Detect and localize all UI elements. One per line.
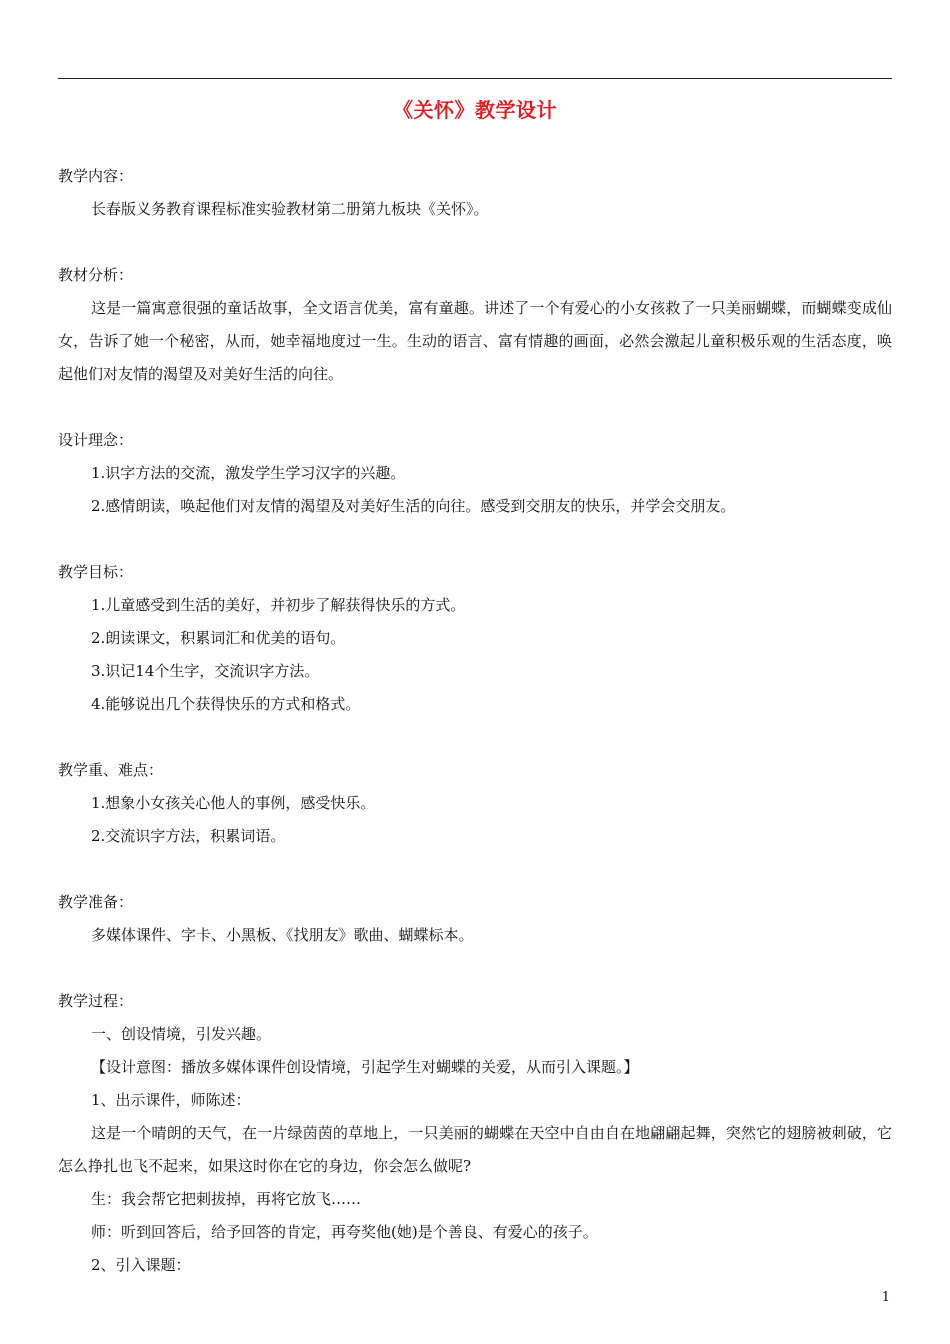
section-text: 长春版义务教育课程标准实验教材第二册第九板块《关怀》。 <box>91 200 489 218</box>
section-key-points <box>58 754 892 853</box>
design-intent: 【设计意图：播放多媒体课件创设情境，引起学生对蝴蝶的关爱，从而引入课题。】 <box>91 1058 639 1076</box>
section-design-concept <box>58 424 892 523</box>
list-item: 2.交流识字方法，积累词语。 <box>91 827 286 845</box>
section-heading: 教学目标： <box>58 563 134 581</box>
narration-text: 这是一个晴朗的天气，在一片绿茵茵的草地上，一只美丽的蝴蝶在天空中自由自在地翩翩起舞，突然它的翅膀被刺破，它怎么挣扎也飞不起来，如果这时你在它的身边，你会怎么做呢? <box>58 1124 892 1175</box>
list-item: 3.识记14个生字，交流识字方法。 <box>91 662 320 680</box>
process-substep: 1、出示课件，师陈述： <box>91 1091 251 1109</box>
list-item: 1.儿童感受到生活的美好，并初步了解获得快乐的方式。 <box>91 596 466 614</box>
section-teaching-content <box>58 160 892 226</box>
list-item: 2.感情朗读，唤起他们对友情的渴望及对美好生活的向往。感受到交朋友的快乐，并学会交朋友。 <box>91 497 736 515</box>
section-heading: 教材分析： <box>58 266 134 284</box>
list-item: 1.想象小女孩关心他人的事例，感受快乐。 <box>91 794 376 812</box>
section-teaching-process <box>58 985 892 1282</box>
section-teaching-goals <box>58 556 892 721</box>
list-item: 2.朗读课文，积累词汇和优美的语句。 <box>91 629 346 647</box>
section-text: 这是一篇寓意很强的童话故事，全文语言优美，富有童趣。讲述了一个有爱心的小女孩救了一只美丽蝴蝶，而蝴蝶变成仙女，告诉了她一个秘密，从而，她幸福地度过一生。生动的语言、富有情趣的画面，必然会激起儿童积极乐观的生活态度，唤起他们对友情的渴望及对美好生活的向往。 <box>58 299 892 383</box>
section-heading: 教学准备： <box>58 893 134 911</box>
process-substep: 2、引入课题： <box>91 1256 191 1274</box>
document-title: 《关怀》教学设计 <box>393 98 557 122</box>
section-text: 多媒体课件、字卡、小黑板、《找朋友》歌曲、蝴蝶标本。 <box>91 926 474 944</box>
list-item: 1.识字方法的交流，激发学生学习汉字的兴趣。 <box>91 464 406 482</box>
page-number: 1 <box>881 1290 890 1305</box>
section-heading: 设计理念： <box>58 431 134 449</box>
section-heading: 教学过程： <box>58 992 134 1010</box>
section-heading: 教学重、难点： <box>58 761 164 779</box>
document-body <box>58 160 892 1315</box>
student-response: 生：我会帮它把刺拔掉，再将它放飞…… <box>91 1190 362 1208</box>
process-step: 一、创设情境，引发兴趣。 <box>91 1025 272 1043</box>
header-rule <box>58 78 892 79</box>
section-preparation <box>58 886 892 952</box>
list-item: 4.能够说出几个获得快乐的方式和格式。 <box>91 695 361 713</box>
section-heading: 教学内容： <box>58 167 134 185</box>
teacher-response: 师：听到回答后，给予回答的肯定，再夸奖他(她)是个善良、有爱心的孩子。 <box>91 1223 598 1241</box>
section-material-analysis <box>58 259 892 391</box>
